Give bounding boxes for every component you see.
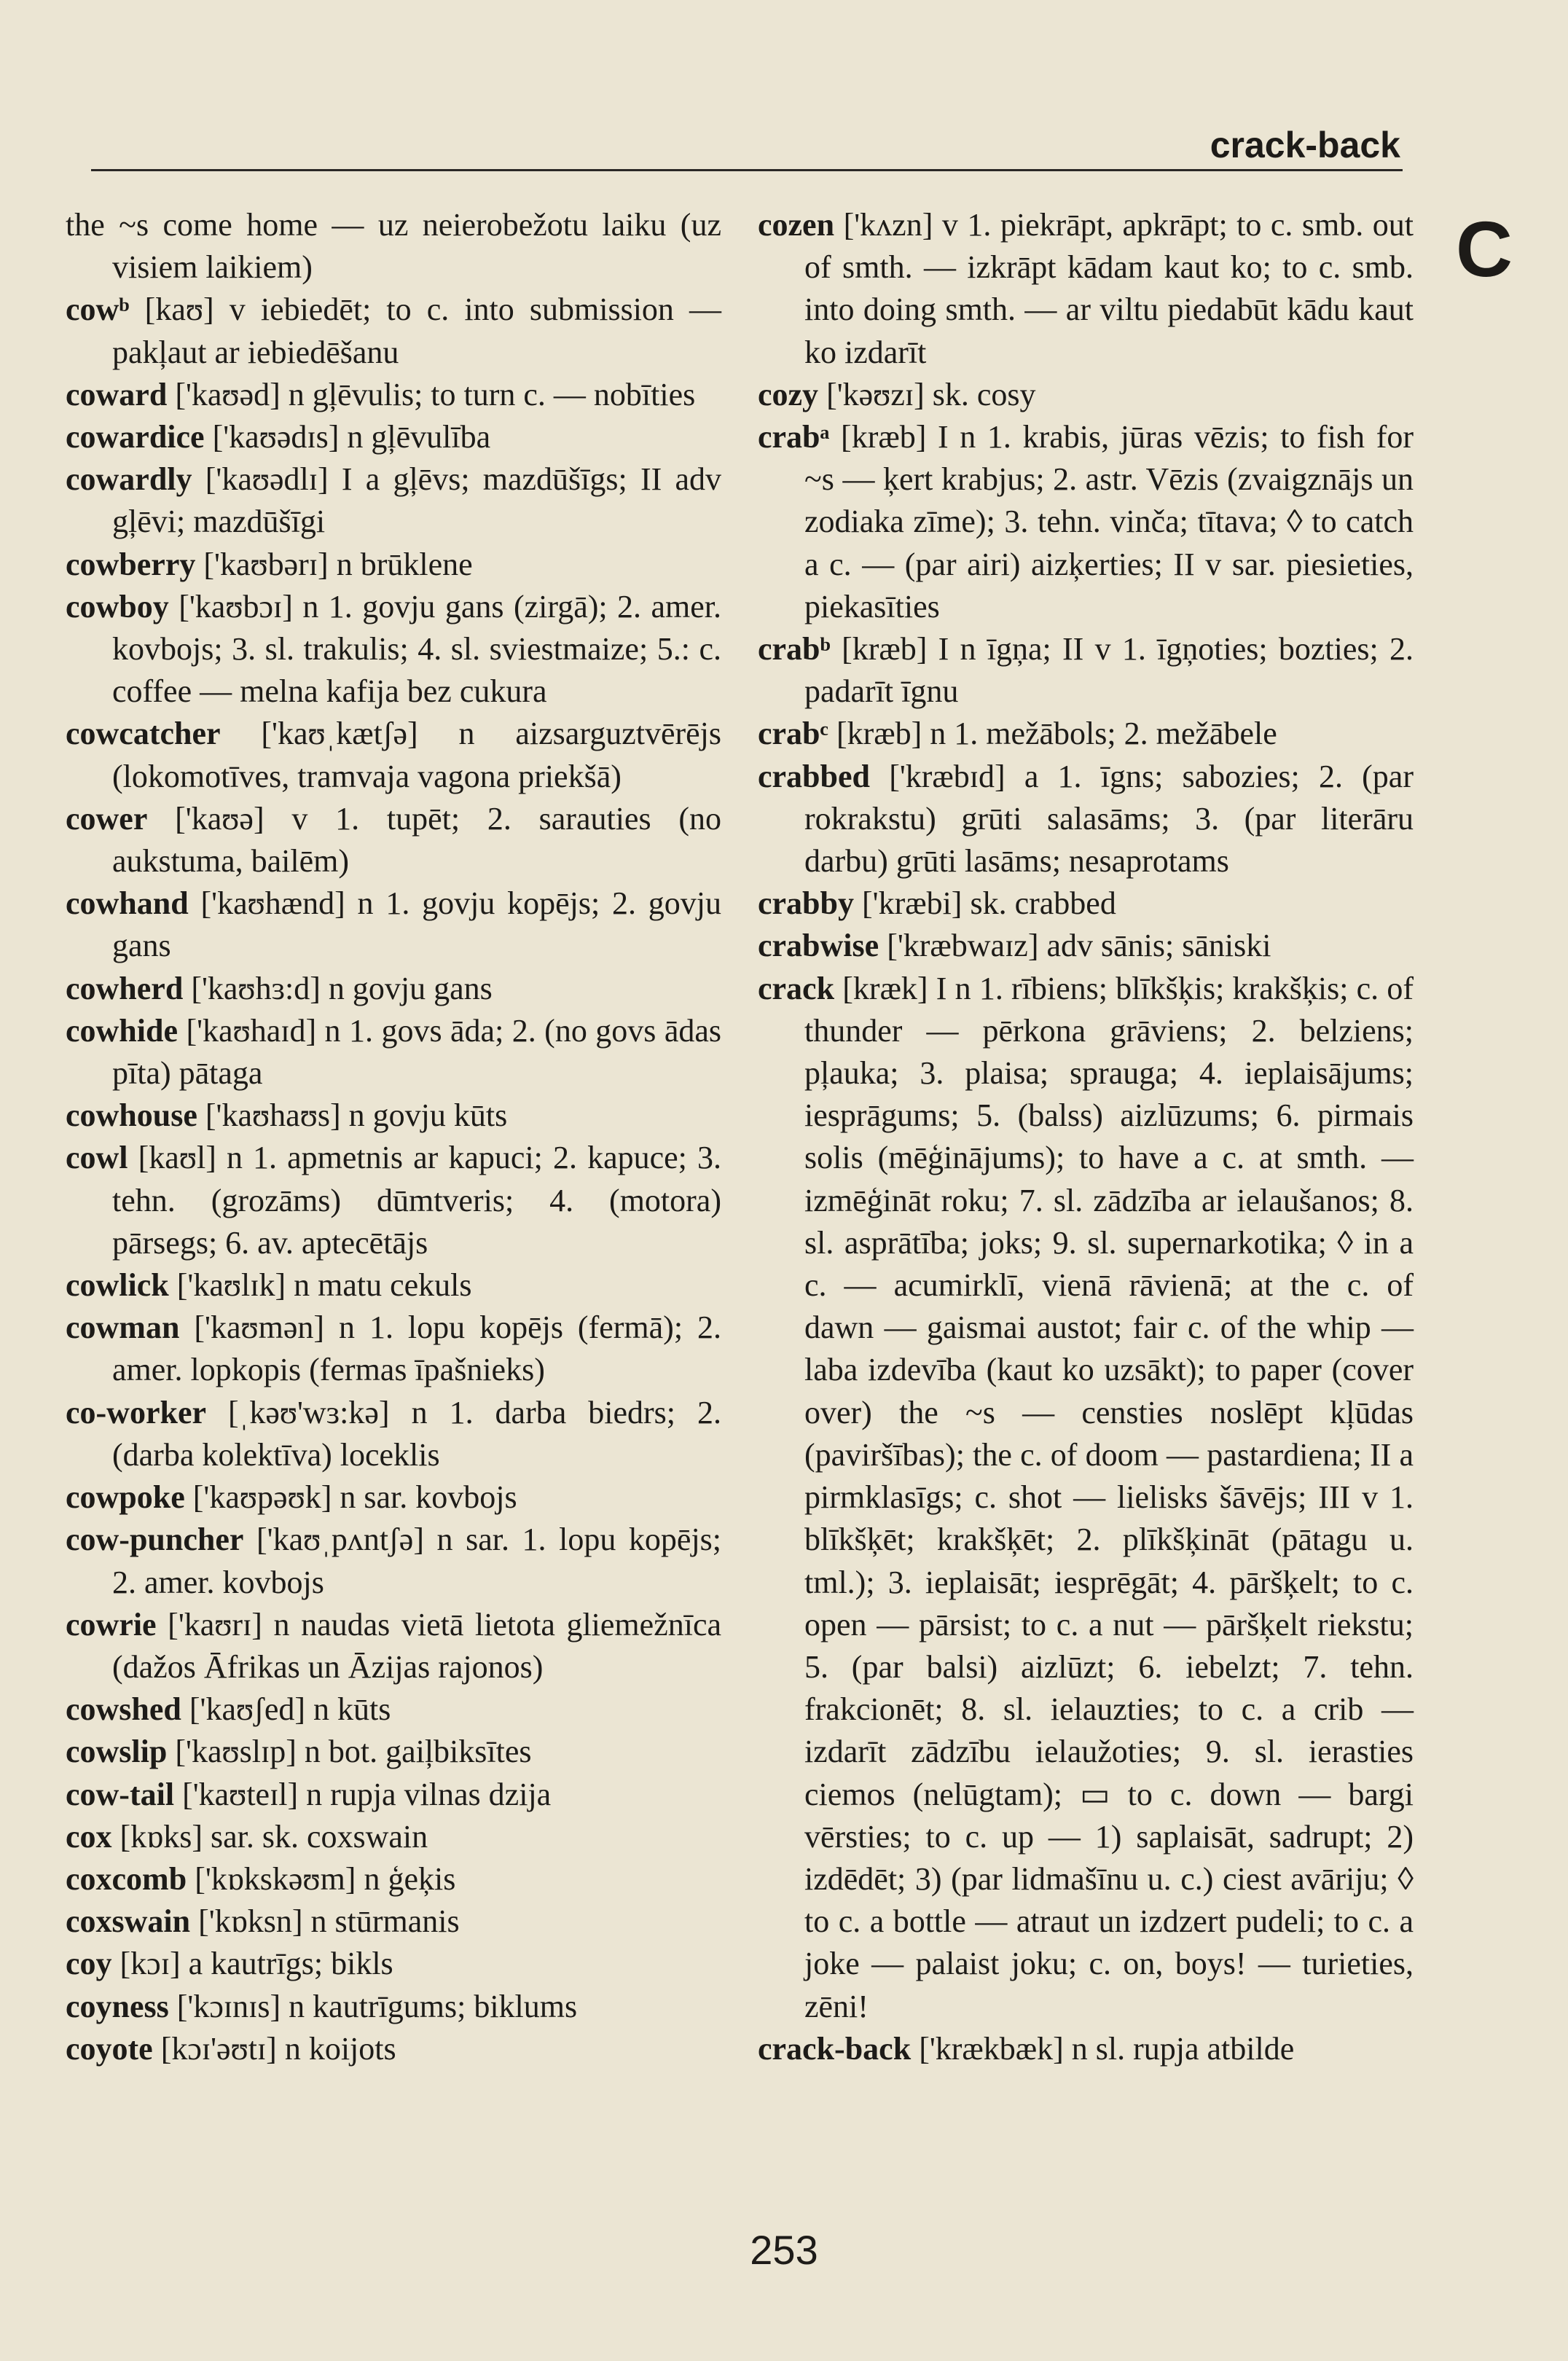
entry-definition: ['kaʊbərɪ] n brūklene xyxy=(203,546,473,582)
entry-definition: ['kaʊʃed] n kūts xyxy=(189,1691,391,1728)
entry-definition: ['kaʊə] v 1. tupēt; 2. sarauties (no aukstuma, bailēm) xyxy=(112,800,722,880)
dictionary-entry xyxy=(66,1731,721,1773)
entry-definition: ['kræbwaɪz] adv sānis; sāniski xyxy=(887,928,1271,964)
thumb-index-letter: C xyxy=(1456,205,1513,293)
entry-definition: ['kræbɪd] a 1. īgns; sabozies; 2. (par rokrakstu) grūti salasāms; 3. (par literāru darbu) grūti lasāms; nesaprotams xyxy=(804,758,1414,880)
dictionary-entry xyxy=(758,756,1414,883)
dictionary-entry xyxy=(66,798,721,882)
entry-headword: coyote xyxy=(66,2030,153,2067)
entry-definition: ['kræbi] sk. crabbed xyxy=(862,885,1116,922)
dictionary-entry xyxy=(66,458,721,543)
entry-headword: cozy xyxy=(758,376,819,412)
dictionary-entry xyxy=(758,968,1414,2028)
entry-definition: ['kaʊədlɪ] I a gļēvs; mazdūšīgs; II adv gļēvi; mazdūšīgi xyxy=(112,461,722,540)
entry-headword: co-worker xyxy=(66,1394,207,1430)
dictionary-entry xyxy=(758,628,1414,713)
entry-definition: the ~s come home — uz neierobežotu laiku (uz visiem laikiem) xyxy=(66,207,721,286)
entry-definition: ['kaʊslɪp] n bot. gaiļbiksītes xyxy=(175,1734,532,1770)
entry-headword: cowshed xyxy=(66,1691,181,1728)
dictionary-entry xyxy=(66,968,721,1010)
dictionary-entry xyxy=(66,1392,721,1476)
entry-headword: cowhand xyxy=(66,885,189,922)
entry-definition: ['kaʊhaɪd] n 1. govs āda; 2. (no govs ādas pīta) pātaga xyxy=(112,1012,722,1092)
entry-definition: ['kaʊˌpʌntʃə] n sar. 1. lopu kopējs; 2. amer. kovbojs xyxy=(112,1522,722,1600)
entry-definition: ['kaʊpəʊk] n sar. kovbojs xyxy=(192,1479,517,1516)
entry-definition: ['kaʊbɔɪ] n 1. govju gans (zirgā); 2. amer. kovbojs; 3. sl. trakulis; 4. sl. sviestmaize; 5.: c. coffee — melna kafija bez cukura xyxy=(112,588,721,710)
entry-headword: crack xyxy=(758,970,835,1006)
dictionary-entry xyxy=(758,925,1414,967)
entry-definition: [kɔɪ] a kautrīgs; bikls xyxy=(119,1946,393,1982)
entry-headword: coy xyxy=(66,1946,112,1982)
entry-headword: crack-back xyxy=(758,2030,912,2067)
entry-headword: crabᵇ xyxy=(758,631,831,667)
dictionary-entry xyxy=(66,204,721,289)
entry-definition: ['krækbæk] n sl. rupja atbilde xyxy=(919,2030,1295,2067)
entry-headword: cowherd xyxy=(66,970,184,1006)
dictionary-entry xyxy=(66,1010,721,1095)
entry-definition: ['kaʊlɪk] n matu cekuls xyxy=(176,1267,472,1304)
dictionary-entry xyxy=(758,713,1414,755)
entry-headword: crabᶜ xyxy=(758,716,828,752)
dictionary-entry xyxy=(66,882,721,967)
entry-definition: [kræk] I n 1. rībiens; blīkšķis; krakšķis; c. of thunder — pērkona grāviens; 2. belziens; pļauka; 3. plaisa; sprauga; 4. ieplaisājums; iesprāgums; 5. (balss) aizlūzums; 6. pirmais solis (mēģinājums); to have a c. at smth. — izmēģināt roku; 7. sl. zādzība ar ielaušanos; 8. sl. asprātība; joks; 9. sl. supernarkotika; ◊ in a c. — acumirklī, vienā rāvienā; at the c. of dawn — gaismai austot; fair c. of the whip — laba izdevība (kaut ko uzsākt); to paper (cover over) the ~s — censties noslēpt kļūdas (paviršības); the c. of doom — pastardiena; II a pirmklasīgs; c. shot — lielisks šāvējs; III v 1. blīkšķēt; krakšķēt; 2. plīkšķināt (pātagu u. tml.); 3. ieplaisāt; iesprēgāt; 4. pāršķelt; to c. open — pārsist; to c. a nut — pāršķelt riekstu; 5. (par balsi) aizlūzt; 6. iebelzt; 7. tehn. frakcionēt; 8. sl. ielauzties; to c. a crib — izdarīt zādzību ielaužoties; 9. sl. ierasties ciemos (nelūgtam); ▭ to c. down — bargi vērsties; to c. up — 1) saplaisāt, sadrupt; 2) izdēdēt; 3) (par lidmašīnu u. c.) ciest avāriju; ◊ to c. a bottle — atraut un izdzert pudeli; to c. a joke — palaist joku; c. on, boys! — turieties, zēni! xyxy=(804,970,1414,2024)
entry-headword: cowrie xyxy=(66,1606,157,1642)
dictionary-entry xyxy=(66,1900,721,1943)
entry-definition: [kɒks] sar. sk. coxswain xyxy=(119,1818,428,1855)
dictionary-entry xyxy=(66,1519,721,1603)
dictionary-entry xyxy=(66,586,721,713)
entry-headword: coyness xyxy=(66,1988,169,2024)
dictionary-entry xyxy=(66,1688,721,1731)
dictionary-entry xyxy=(66,544,721,586)
dictionary-entry xyxy=(66,416,721,458)
entry-definition: [kaʊ] v iebiedēt; to c. into submission — pakļaut ar iebiedēšanu xyxy=(112,291,722,370)
entry-headword: coxswain xyxy=(66,1903,191,1940)
entry-definition: [kaʊl] n 1. apmetnis ar kapuci; 2. kapuce; 3. tehn. (grozāms) dūmtveris; 4. (motora) pārsegs; 6. av. aptecētājs xyxy=(112,1140,721,1261)
entry-definition: ['kaʊteɪl] n rupja vilnas dzija xyxy=(182,1776,552,1812)
entry-headword: cox xyxy=(66,1818,112,1855)
page-number: 253 xyxy=(750,2227,818,2273)
running-head: crack-back xyxy=(1210,125,1400,165)
dictionary-entry xyxy=(66,374,721,416)
entry-headword: cowboy xyxy=(66,588,169,624)
header-rule xyxy=(91,169,1403,171)
dictionary-entry xyxy=(758,2028,1414,2070)
dictionary-entry xyxy=(66,1476,721,1519)
dictionary-entry xyxy=(66,1264,721,1307)
entry-definition: [kræb] I n īgņa; II v 1. īgņoties; bozties; 2. padarīt īgnu xyxy=(804,631,1414,710)
entry-headword: cowslip xyxy=(66,1734,168,1770)
entry-headword: crabᵃ xyxy=(758,419,830,455)
entry-definition: ['kəʊzɪ] sk. cosy xyxy=(826,376,1036,412)
entry-definition: [kræb] I n 1. krabis, jūras vēzis; to fish for ~s — ķert krabjus; 2. astr. Vēzis (zvaigznājs un zodiaka zīme); 3. tehn. vinča; tītava; ◊ to catch a c. — (par airi) aizķerties; II v sar. piesieties, piekasīties xyxy=(804,419,1414,624)
entry-definition: ['kaʊrɪ] n naudas vietā lietota gliemežnīca (dažos Āfrikas un Āzijas rajonos) xyxy=(112,1606,722,1685)
left-column xyxy=(66,204,721,2070)
entry-headword: crabbed xyxy=(758,758,870,794)
entry-definition: ['kaʊhænd] n 1. govju kopējs; 2. govju gans xyxy=(112,885,721,964)
entry-headword: cowhouse xyxy=(66,1097,197,1134)
dictionary-entry xyxy=(66,1095,721,1137)
dictionary-entry xyxy=(758,882,1414,925)
entry-headword: cow-tail xyxy=(66,1776,175,1812)
entry-headword: cowberry xyxy=(66,546,196,582)
entry-definition: ['kɒkskəʊm] n ģeķis xyxy=(195,1860,456,1897)
entry-definition: ['kɒksn] n stūrmanis xyxy=(198,1903,460,1940)
entry-definition: ['kaʊhaʊs] n govju kūts xyxy=(205,1097,508,1134)
dictionary-entry xyxy=(66,1858,721,1900)
entry-definition: ['kaʊˌkætʃə] n aizsarguztvērējs (lokomotīves, tramvaja vagona priekšā) xyxy=(112,716,721,794)
dictionary-entry xyxy=(758,416,1414,628)
entry-definition: ['kaʊədɪs] n gļēvulība xyxy=(212,419,491,455)
entry-headword: cowardly xyxy=(66,461,192,498)
dictionary-entry xyxy=(66,1943,721,1985)
entry-headword: cowhide xyxy=(66,1012,178,1049)
entry-headword: cowcatcher xyxy=(66,716,221,752)
entry-headword: cozen xyxy=(758,207,835,243)
dictionary-entry xyxy=(66,1307,721,1391)
entry-headword: crabby xyxy=(758,885,854,922)
dictionary-entry xyxy=(66,713,721,797)
entry-definition: ['kʌzn] v 1. piekrāpt, apkrāpt; to c. smb. out of smth. — izkrāpt kādam kaut ko; to c. smb. into doing smth. — ar viltu piedabūt kādu kaut ko izdarīt xyxy=(804,207,1414,370)
entry-headword: cowpoke xyxy=(66,1479,185,1516)
entry-definition: [kɔɪ'əʊtɪ] n koijots xyxy=(160,2030,396,2067)
right-column xyxy=(758,204,1414,2070)
dictionary-entry xyxy=(66,1986,721,2028)
entry-definition: [ˌkəʊ'wɜ:kə] n 1. darba biedrs; 2. (darba kolektīva) loceklis xyxy=(112,1394,721,1473)
dictionary-entry xyxy=(66,1774,721,1816)
dictionary-entry xyxy=(758,374,1414,416)
entry-definition: [kræb] n 1. mežābols; 2. mežābele xyxy=(836,716,1277,752)
dictionary-entry xyxy=(758,204,1414,374)
entry-headword: coxcomb xyxy=(66,1860,187,1897)
entry-headword: cowlick xyxy=(66,1267,169,1304)
dictionary-entry xyxy=(66,2028,721,2070)
entry-headword: cower xyxy=(66,800,148,837)
entry-headword: cow-puncher xyxy=(66,1522,244,1558)
entry-definition: ['kɔɪnɪs] n kautrīgums; biklums xyxy=(176,1988,578,2024)
dictionary-entry xyxy=(66,1816,721,1858)
entry-headword: cowman xyxy=(66,1309,180,1346)
entry-headword: crabwise xyxy=(758,928,879,964)
entry-headword: cowl xyxy=(66,1140,128,1176)
dictionary-entry xyxy=(66,1137,721,1264)
entry-definition: ['kaʊmən] n 1. lopu kopējs (fermā); 2. amer. lopkopis (fermas īpašnieks) xyxy=(112,1309,721,1388)
dictionary-entry xyxy=(66,1604,721,1688)
entry-definition: ['kaʊhɜ:d] n govju gans xyxy=(191,970,493,1006)
entry-headword: cowᵇ xyxy=(66,291,130,328)
entry-definition: ['kaʊəd] n gļēvulis; to turn c. — nobīties xyxy=(175,376,696,412)
entry-headword: coward xyxy=(66,376,168,412)
entry-headword: cowardice xyxy=(66,419,205,455)
dictionary-entry xyxy=(66,289,721,373)
